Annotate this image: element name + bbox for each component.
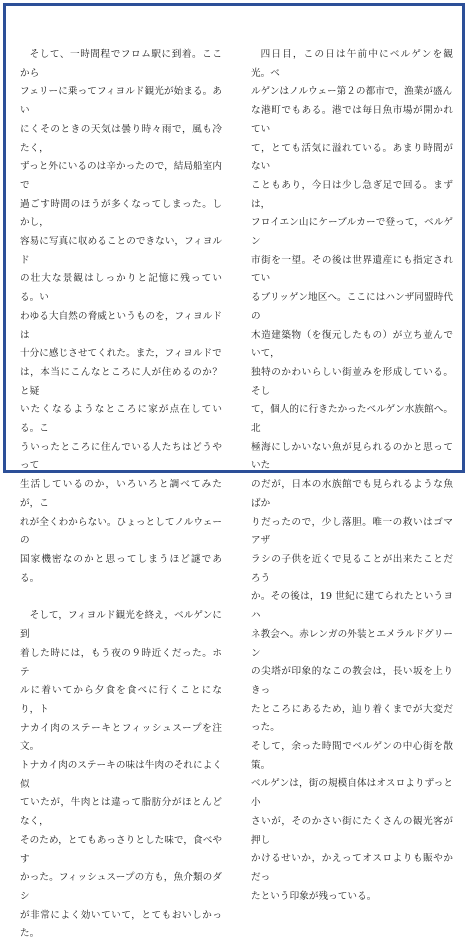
left-column (20, 46, 222, 944)
right-paragraph-1: 四日目，この日は午前中にベルゲンを観光。ベ ルゲンはノルウェー第２の都市で，漁業が盛ん な港町でもある。港では毎日魚市場が開かれてい て，とても活気に溢れている。あまり時間がない こともあり，今日は少し急ぎ足で回る。まずは， フロイエン山にケーブルカーで登って，ベルゲン 市街を一望。その後は世界遺産にも指定されてい るブリッゲン地区へ。ここにはハンザ同盟時代の 木造建築物（を復元したもの）が立ち並んでいて， 独特のかわいらしい街並みを形成している。そし て，個人的に行きたかったベルゲン水族館へ。北 極海にしかいない魚が見られるのかと思っていた のだが，日本の水族館でも見られるような魚ばか りだったので，少し落胆。唯一の救いはゴマアザ ラシの子供を近くで見ることが出来たことだろう か。その後は，19 世紀に建てられたというヨハ ネ教会へ。赤レンガの外装とエメラルドグリーン の尖塔が印象的なこの教会は，長い坂を上りきっ たところにあるため，辿り着くまでが大変だった。 そして，余った時間でベルゲンの中心街を散策。 ベルゲンは，街の規模自体はオスロよりずっと小 さいが，そのかさい街にたくさんの観光客が押し かけるせいか，かえってオスロよりも賑やかだっ たという印象が残っている。 (251, 49, 453, 902)
left-paragraph-1: そして、一時間程でフロム駅に到着。ここから フェリーに乗ってフィヨルド観光が始まる。あい にくそのときの天気は曇り時々雨で，風も冷たく， ずっと外にいるのは辛かったので，結局船室内で 過ごす時間のほうが多くなってしまった。しかし， 容易に写真に収めることのできない，フィヨルド の壮大な景観はしっかりと記憶に残っている。い わゆる大自然の脅威というものを，フィヨルドは 十分に感じさせてくれた。また，フィヨルドで は，本当にこんなところに人が住めるのか？と疑 いたくなるようなところに家が点在している。こ ういったところに住んでいる人たちはどうやって 生活しているのか，いろいろと調べてみたが，こ れが全くわからない。ひょっとしてノルウェーの 国家機密なのかと思ってしまうほど謎である。 (20, 49, 222, 584)
left-paragraph-2: そして，フィヨルド観光を終え，ベルゲンに到 着した時には，もう夜の９時近くだった。ホテ ルに着いてから夕食を食べに行くことになり，ト ナカイ肉のステーキとフィッシュスープを注文。 トナカイ肉のステーキの味は牛肉のそれによく似 ていたが，牛肉とは違って脂肪分がほとんどなく， そのため，とてもあっさりとした味で，食べやす かった。フィッシュスープの方も，魚介類のダシ が非常によく効いていて，とてもおいしかった。 (20, 610, 222, 940)
page-frame (3, 3, 465, 940)
right-column (251, 46, 453, 906)
